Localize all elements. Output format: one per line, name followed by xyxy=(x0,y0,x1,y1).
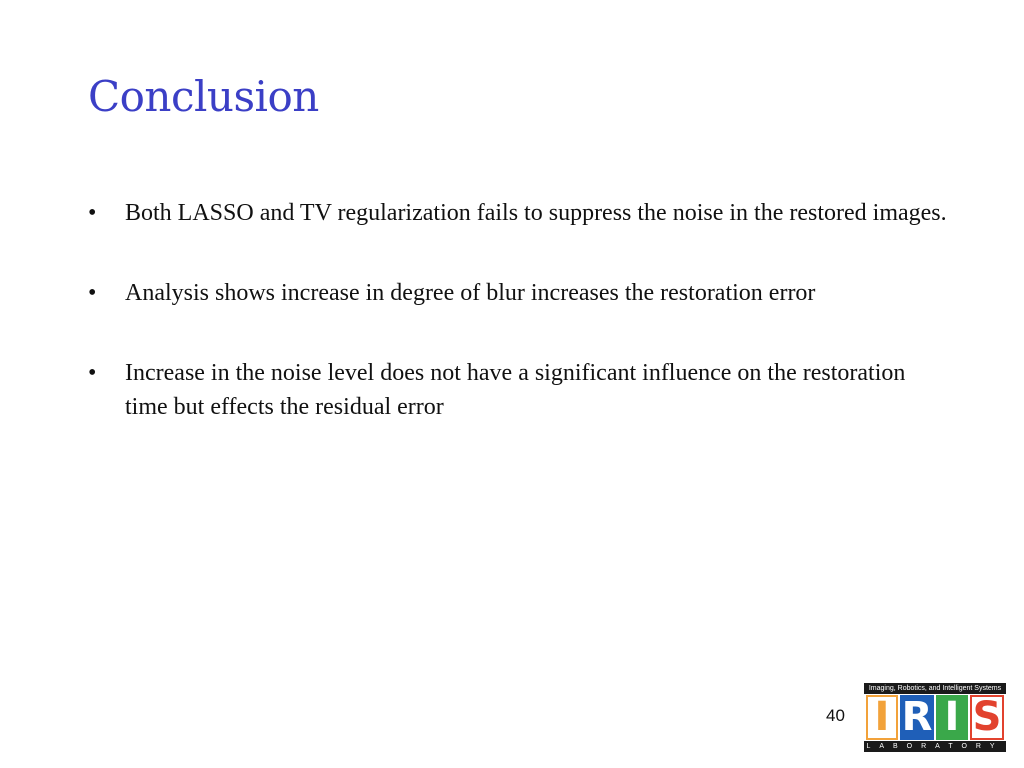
logo-tagline: Imaging, Robotics, and Intelligent Systems xyxy=(864,683,1006,694)
bullet-item xyxy=(88,276,948,310)
logo-letter-i-second: I xyxy=(936,695,968,740)
slide-title: Conclusion xyxy=(88,72,319,121)
iris-lab-logo xyxy=(864,683,1006,753)
logo-letter-s: S xyxy=(970,695,1004,740)
bullet-marker: • xyxy=(88,200,97,226)
bullet-text: Both LASSO and TV regularization fails to suppress the noise in the restored images. xyxy=(125,200,947,226)
logo-letters xyxy=(864,695,1006,740)
logo-letter-i: I xyxy=(866,695,898,740)
bullet-marker: • xyxy=(88,280,97,306)
bullet-item xyxy=(88,196,948,230)
logo-letter-r: R xyxy=(901,694,933,740)
bullet-text: Analysis shows increase in degree of blur increases the restoration error xyxy=(125,280,816,306)
page-number: 40 xyxy=(826,706,845,725)
bullet-item xyxy=(88,356,948,424)
bullet-marker: • xyxy=(88,360,97,386)
bullet-list xyxy=(88,196,948,470)
logo-subtitle: LABORATORY xyxy=(864,741,1006,752)
bullet-text: Increase in the noise level does not have a significant influence on the restoration time but effects the residual error xyxy=(125,360,906,420)
